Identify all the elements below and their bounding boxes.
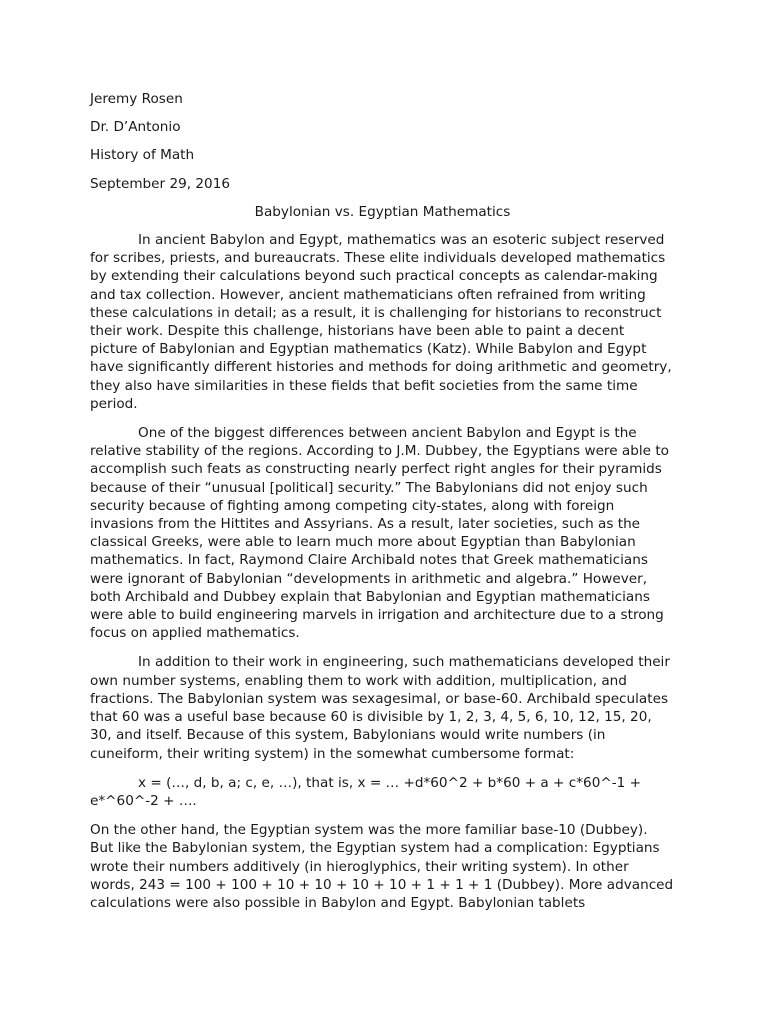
paragraph-1: In ancient Babylon and Egypt, mathematics was an esoteric subject reserved for scribes, priests, and bureaucrats. These elite individuals developed mathematics by extending their calculations beyond such practical concepts as calendar-making and tax collection. However, ancient mathematicians often refrained from writing these calculations in detail; as a result, it is challenging for historians to reconstruct their work. Despite this challenge, historians have been able to paint a decent picture of Babylonian and Egyptian mathematics (Katz). While Babylon and Egypt have significantly different histories and methods for doing arithmetic and geometry, they also have similarities in these fields that befit societies from the same time period. (90, 232, 672, 412)
paragraph-2: One of the biggest differences between ancient Babylon and Egypt is the relative stability of the regions. According to J.M. Dubbey, the Egyptians were able to accomplish such feats as constructing nearly perfect right angles for their pyramids because of their “unusual [political] security.” The Babylonians did not enjoy such security because of fighting among competing city-states, along with foreign invasions from the Hittites and Assyrians. As a result, later societies, such as the classical Greeks, were able to learn much more about Egyptian than Babylonian mathematics. In fact, Raymond Claire Archibald notes that Greek mathematicians were ignorant of Babylonian “developments in arithmetic and algebra.” However, both Archibald and Dubbey explain that Babylonian and Egyptian mathematicians were able to build engineering marvels in irrigation and architecture due to a strong focus on applied mathematics. (90, 425, 669, 642)
paragraph-4: On the other hand, the Egyptian system was the more familiar base-10 (Dubbey). But like the Babylonian system, the Egyptian system had a complication: Egyptians wrote their numbers additively (in hieroglyphics, their writing system). In other words, 243 = 100 + 100 + 10 + 10 + 10 + 10 + 1 + 1 + 1 (Dubbey). More advanced calculations were also possible in Babylon and Egypt. Babylonian tablets (90, 822, 674, 911)
author-name: Jeremy Rosen (90, 91, 183, 107)
course-name: History of Math (90, 147, 195, 164)
document-title: Babylonian vs. Egyptian Mathematics (254, 203, 511, 220)
document-body (90, 90, 675, 923)
paragraph-3: In addition to their work in engineering, such mathematicians developed their own number systems, enabling them to work with addition, multiplication, and fractions. The Babylonian system was sexagesimal, or base-60. Archibald speculates that 60 was a useful base because 60 is divisible by 1, 2, 3, 4, 5, 6, 10, 12, 15, 20, 30, and itself. Because of this system, Babylonians would write numbers (in cuneiform, their writing system) in the somewhat cumbersome format: (90, 654, 670, 762)
instructor-name: Dr. D’Antonio (90, 119, 181, 136)
sexagesimal-formula: x = (…, d, b, a; c, e, …), that is, x = … +d*60^2 + b*60 + a + c*60^-1 + e*^60^-2 + …. (90, 774, 641, 809)
document-date: September 29, 2016 (90, 175, 230, 192)
